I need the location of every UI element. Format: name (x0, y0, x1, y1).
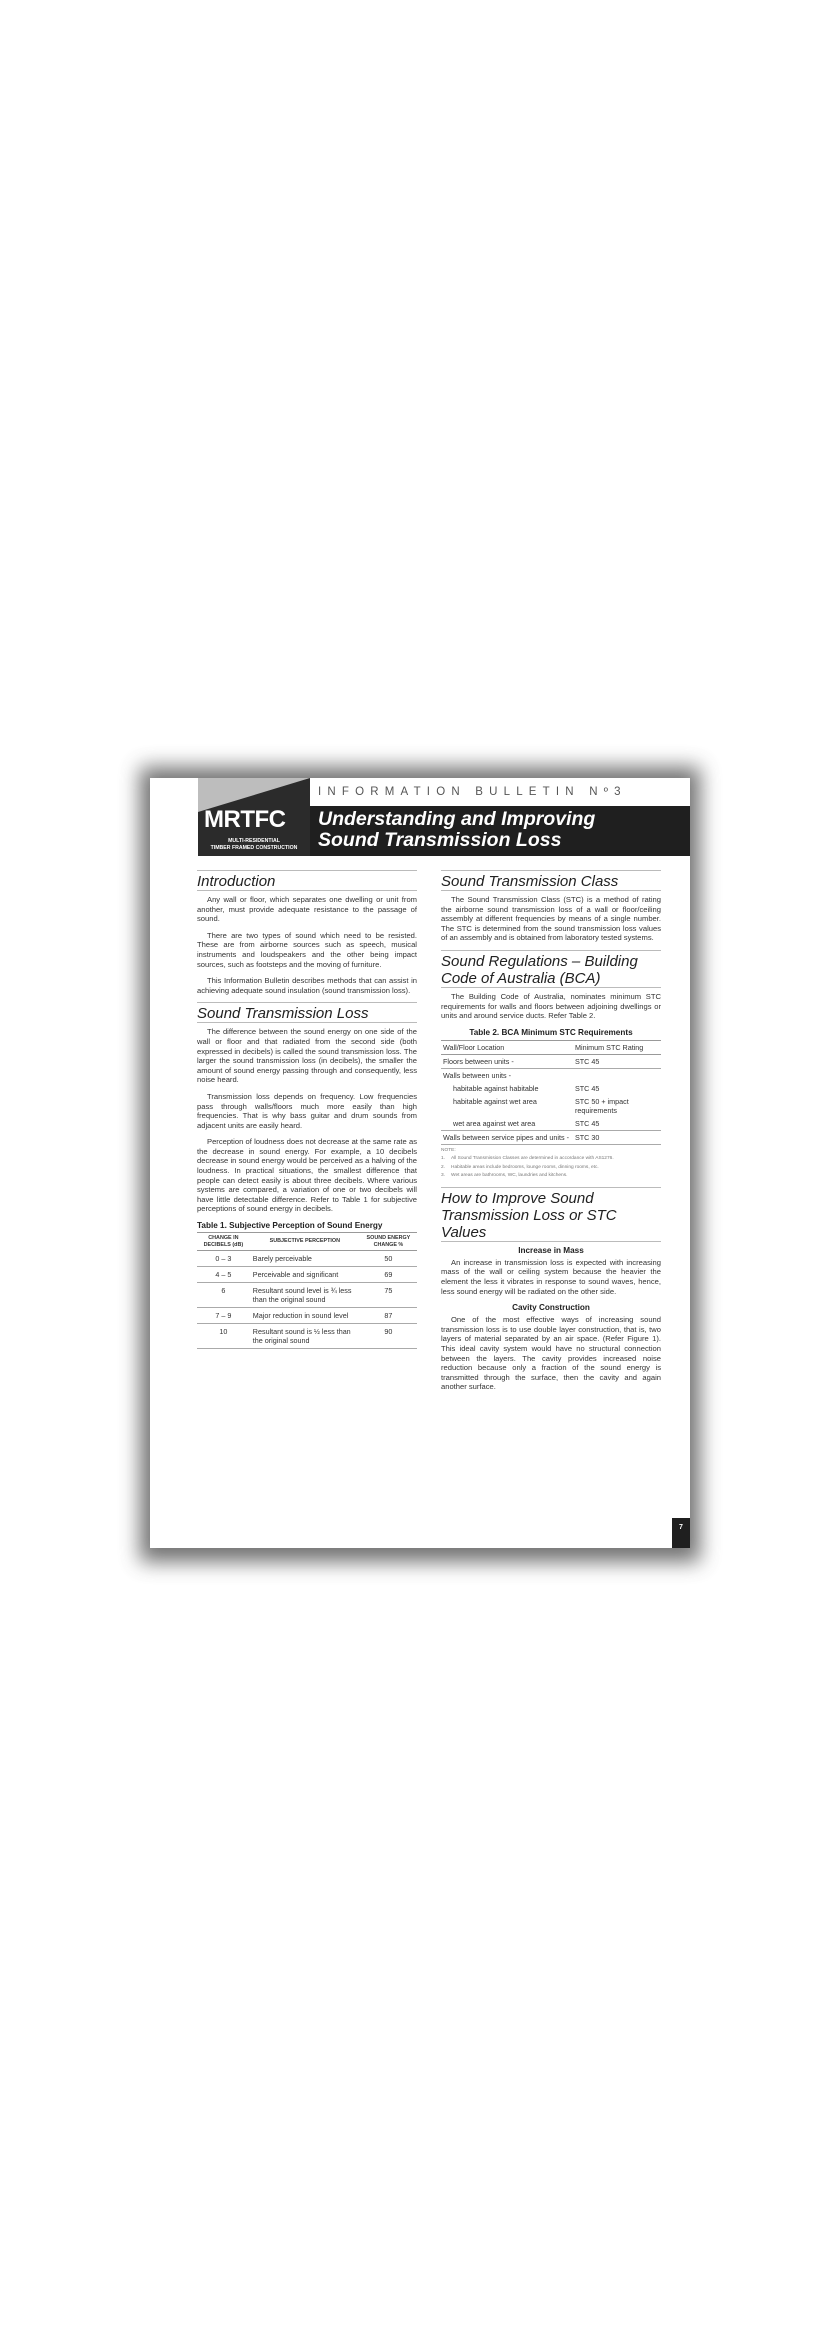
table1 (197, 1232, 417, 1349)
stl-heading: Sound Transmission Loss (197, 1002, 417, 1023)
logo-mark: MRTFC (204, 806, 286, 833)
table-header-row (197, 1233, 417, 1251)
note-text: All Sound Transmission Classes are determined in accordance with AS1276. (451, 1156, 614, 1162)
stc-paragraph: The Sound Transmission Class (STC) is a method of rating the airborne sound transmission loss of a wall or floor/ceiling assembly at different frequencies by means of a single number. The STC is determined from the sound transmission loss values of an assembly and is obtained from laboratory tested systems. (441, 895, 661, 943)
table-cell: wet area against wet area (441, 1117, 573, 1131)
table-cell: 75 (360, 1283, 417, 1308)
bca-heading (441, 950, 661, 988)
table-row (441, 1068, 661, 1082)
page-title (318, 809, 595, 851)
table-row (197, 1267, 417, 1283)
left-column (197, 870, 417, 1349)
table-row (197, 1251, 417, 1267)
title-line-2: Sound Transmission Loss (318, 829, 562, 851)
improve-heading-line-1: How to Improve Sound (441, 1189, 594, 1207)
table-cell: 87 (360, 1308, 417, 1324)
table-header-cell: Minimum STC Rating (573, 1040, 661, 1054)
logo-sub-line-2: TIMBER FRAMED CONSTRUCTION (210, 845, 298, 851)
table-cell: STC 30 (573, 1130, 661, 1144)
note-item: 2. Habitable areas include bedrooms, lounge rooms, dinning rooms, etc. (441, 1164, 599, 1170)
logo-subtitle (198, 838, 310, 852)
table-cell: STC 45 (573, 1117, 661, 1131)
table2-caption: Table 2. BCA Minimum STC Requirements (469, 1027, 633, 1037)
table-row (441, 1082, 661, 1095)
table-cell: Walls between service pipes and units - (441, 1130, 573, 1144)
table-cell: Walls between units - (443, 1070, 512, 1080)
table-cell: 4 – 5 (197, 1267, 250, 1283)
cavity-paragraph: One of the most effective ways of increasing sound transmission loss is to use double layer construction, that is, two layers of material separated by an air space. (Refer Figure 1). This ideal cavity system would have no structural connection between the layers. The cavity provides increased noise reduction because only a fraction of the sound energy is transmitted through the surface, then the cavity and again another surface. (441, 1315, 661, 1392)
bulletin-page (150, 778, 690, 1548)
bca-paragraph: The Building Code of Australia, nominates minimum STC requirements for walls and floors between adjoining dwellings or units and around service ducts. Refer Table 2. (441, 991, 661, 1021)
note-text: Wet areas are bathrooms, WC, laundries and kitchens. (451, 1173, 568, 1179)
bca-heading-line-1: Sound Regulations – Building (441, 952, 638, 970)
table-row (197, 1324, 417, 1349)
table-cell: 69 (360, 1267, 417, 1283)
table-cell: STC 45 (573, 1054, 661, 1068)
table-row (197, 1308, 417, 1324)
table-cell: 7 – 9 (197, 1308, 250, 1324)
table-row (197, 1283, 417, 1308)
stl-paragraph: Transmission loss depends on frequency. Low frequencies pass through walls/floors much more easily than high frequencies. That is why bass guitar and drum sounds from adjacent units are easily heard. (197, 1091, 417, 1130)
title-line-1: Understanding and Improving (318, 808, 596, 830)
table-cell: 10 (197, 1324, 250, 1349)
bca-heading-line-2: Code of Australia (BCA) (441, 969, 601, 987)
table-row (441, 1095, 661, 1117)
mrtfc-logo (198, 778, 310, 856)
table-header-row (441, 1040, 661, 1054)
table-header-cell: Wall/Floor Location (441, 1040, 573, 1054)
note-text: Habitable areas include bedrooms, lounge rooms, dinning rooms, etc. (451, 1164, 599, 1170)
intro-paragraph: Any wall or floor, which separates one dwelling or unit from another, must provide adequate resistance to the passage of sound. (197, 895, 417, 924)
introduction-heading: Introduction (197, 870, 417, 891)
table-cell: 50 (360, 1251, 417, 1267)
table-cell: Floors between units - (441, 1054, 573, 1068)
table-cell: STC 50 + impact requirements (575, 1096, 629, 1115)
table-cell: STC 45 (575, 1083, 600, 1093)
table-cell: 90 (360, 1324, 417, 1349)
logo-sub-line-1: MULTI-RESIDENTIAL (228, 838, 280, 844)
table1-caption: Table 1. Subjective Perception of Sound Energy (197, 1221, 383, 1231)
table2-notes (441, 1147, 661, 1181)
table-cell: Barely perceivable (250, 1251, 360, 1267)
table-cell: habitable against wet area (453, 1096, 537, 1106)
note-item: 3. Wet areas are bathrooms, WC, laundries and kitchens. (441, 1173, 568, 1179)
stl-paragraph: Perception of loudness does not decrease at the same rate as the decrease in sound energy. For example, a 10 decibels decrease in sound energy would be perceived as a halving of the loudness. In practical situations, the smallest difference that people can detect easily is about three decibels. Where various systems are compared, a variation of one or two decibels will have little detectable difference. Refer to Table 1 for subjective perceptions of sound energy in decibels. (197, 1137, 417, 1214)
table-row (441, 1130, 661, 1144)
improve-heading-line-2: Transmission Loss or STC Values (441, 1206, 617, 1241)
table-header-cell: CHANGE IN DECIBELS (dB) (197, 1233, 250, 1251)
bulletin-label: INFORMATION BULLETIN Nº3 (318, 786, 627, 798)
stl-paragraph: The difference between the sound energy on one side of the wall or floor and that radiated from the second side (both expressed in decibels) is called the sound transmission loss. The larger the sound transmission loss (in decibels), the smaller the amount of sound energy passing through and consequently, less noise heard. (197, 1027, 417, 1085)
table2 (441, 1040, 661, 1145)
table-header-cell: SOUND ENERGY CHANGE % (360, 1233, 417, 1251)
table-cell: Resultant sound level is ¾ less than the original sound (250, 1283, 360, 1308)
table-cell: 6 (197, 1283, 250, 1308)
note-item: 1. All Sound Transmission Classes are determined in accordance with AS1276. (441, 1156, 614, 1162)
mass-heading: Increase in Mass (518, 1245, 584, 1255)
improve-heading (441, 1187, 661, 1242)
stc-heading: Sound Transmission Class (441, 870, 661, 891)
cavity-heading: Cavity Construction (512, 1303, 590, 1313)
table-header-cell: SUBJECTIVE PERCEPTION (250, 1233, 360, 1251)
right-column (441, 870, 661, 1399)
table-row (441, 1054, 661, 1068)
intro-paragraph: This Information Bulletin describes methods that can assist in achieving adequate sound insulation (sound transmission loss). (197, 976, 417, 995)
page-number: 7 (672, 1518, 690, 1548)
table-cell: habitable against habitable (453, 1083, 539, 1093)
table-cell: Resultant sound is ½ less than the original sound (250, 1324, 360, 1349)
mass-paragraph: An increase in transmission loss is expected with increasing mass of the wall or ceiling system because the heavier the element the less it vibrates in response to sound waves, hence, less sound energy will be radiated on the other side. (441, 1257, 661, 1296)
table-cell: 0 – 3 (197, 1251, 250, 1267)
table-row (441, 1117, 661, 1131)
table-cell (573, 1068, 661, 1082)
table-cell: Major reduction in sound level (250, 1308, 360, 1324)
intro-paragraph: There are two types of sound which need to be resisted. These are from airborne sources such as speech, musical instruments and loudspeakers and the other being impact sources, such as footsteps and the moving of furniture. (197, 930, 417, 969)
notes-label: NOTE: (441, 1147, 456, 1153)
table-cell: Perceivable and significant (250, 1267, 360, 1283)
